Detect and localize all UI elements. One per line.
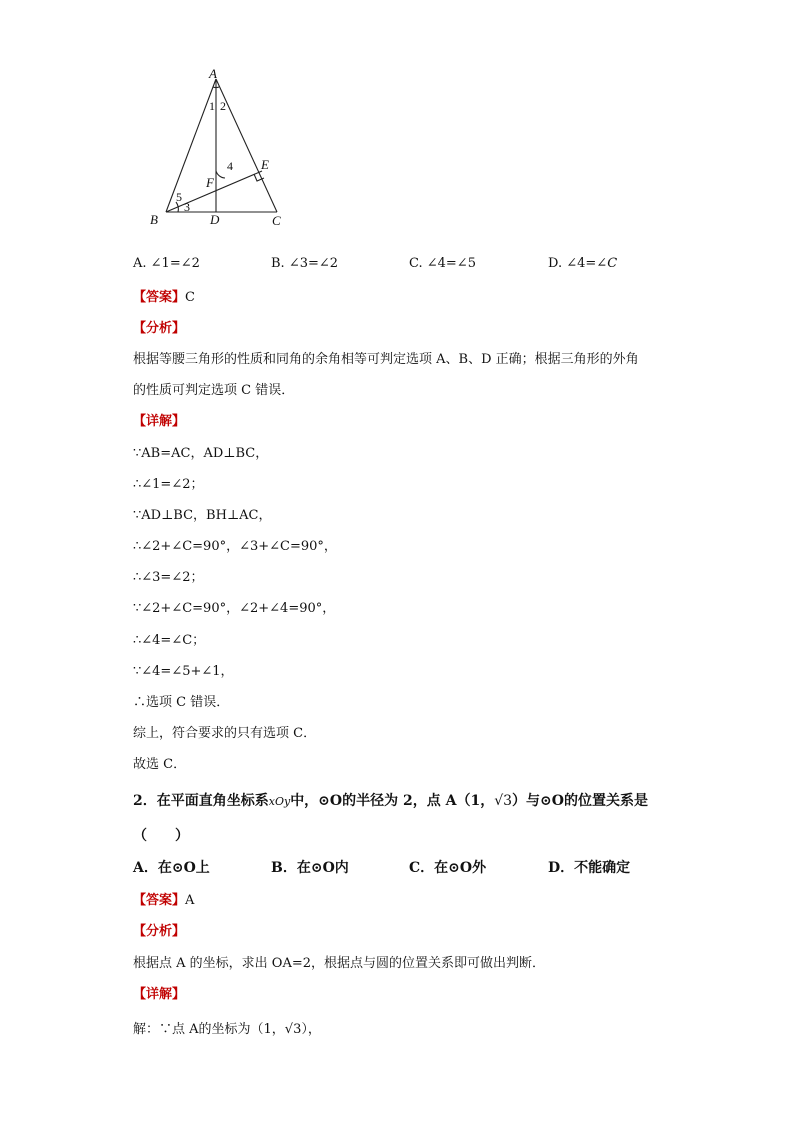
angle-label-2: 2 [220,99,226,113]
q2-detail-line-1 [133,1018,321,1037]
label-b: B [150,212,158,227]
q1-option-b: B. ∠3=∠2 [271,256,339,271]
q2-detail-sqrt: √3 [284,1022,302,1037]
angle-arc-top [213,87,219,88]
q1-detail-line-6: ∵∠2+∠C=90°，∠2+∠4=90°， [133,601,336,616]
q2-detail-part-2: ）， [301,1022,321,1037]
q1-option-d-text: D. ∠4=∠ [548,256,608,271]
label-f: F [206,175,214,190]
q1-detail-line-10: 综上，符合要求的只有选项 C． [133,726,317,741]
q2-stem-part-3: ）与⊙O的位置关系是 [512,793,648,809]
q1-detail-line-4: ∴∠2+∠C=90°，∠3+∠C=90°， [133,539,337,554]
angle-label-1: 1 [209,99,215,113]
q1-detail-line-2: ∴∠1=∠2； [133,477,204,492]
q1-option-c: C. ∠4=∠5 [409,256,476,271]
q2-option-c: C．在⊙O外 [409,860,487,876]
q1-analysis-line-1: 根据等腰三角形的性质和同角的余角相等可判定选项 A、B、D 正确；根据三角形的外角 [133,352,639,367]
q2-options [133,857,693,877]
q2-answer-value: A [185,893,195,908]
q2-detail-tag: 【详解】 [133,987,186,1002]
q1-detail-line-7: ∴∠4=∠C； [133,633,206,648]
q2-detail-part-1: 解：∵点 A的坐标为（1， [133,1022,285,1037]
label-c: C [272,213,281,228]
q2-stem-sqrt: √3 [494,793,513,809]
q2-option-a: A．在⊙O上 [133,860,210,876]
q1-detail-line-3: ∵AD⊥BC，BH⊥AC， [133,508,272,523]
angle-arc-4 [216,171,225,178]
q1-option-d [548,256,617,271]
q1-option-a: A. ∠1=∠2 [133,256,200,271]
angle-label-5: 5 [176,190,182,204]
q2-stem [133,790,648,810]
triangle-figure [140,65,310,235]
label-e: E [261,157,269,172]
q1-detail-line-11: 故选 C． [133,757,187,772]
q2-stem-xoy: xOy [268,795,291,808]
q2-paren: （ ） [133,828,189,844]
q2-answer [133,889,194,908]
q2-option-b: B．在⊙O内 [271,860,349,876]
q1-detail-tag: 【详解】 [133,414,186,429]
q1-answer-value: C [185,290,195,305]
q2-analysis-text: 根据点 A 的坐标，求出 OA=2，根据点与圆的位置关系即可做出判断． [133,956,545,971]
q2-answer-tag: 【答案】 [133,893,186,908]
q1-detail-line-8: ∵∠4=∠5+∠1， [133,664,234,679]
q1-analysis-tag: 【分析】 [133,321,186,336]
q2-option-d: D．不能确定 [548,860,631,876]
q2-analysis-tag: 【分析】 [133,924,186,939]
q1-analysis-line-2: 的性质可判定选项 C 错误． [133,383,295,398]
label-a: A [209,66,217,81]
q1-answer-tag: 【答案】 [133,290,186,305]
q1-options [133,256,693,276]
angle-label-3: 3 [184,200,190,214]
q2-stem-part-2: 中，⊙O的半径为 2，点 A（1， [290,793,495,809]
q1-detail-line-9: ∴选项 C 错误． [133,695,230,710]
q1-detail-line-1: ∵AB=AC，AD⊥BC， [133,446,269,461]
angle-label-4: 4 [227,159,233,173]
q1-detail-line-5: ∴∠3=∠2； [133,570,204,585]
q2-stem-part-1: 2．在平面直角坐标系 [133,793,269,809]
label-d: D [210,212,220,227]
q1-answer [133,286,195,305]
q1-option-d-var: C [607,256,618,271]
